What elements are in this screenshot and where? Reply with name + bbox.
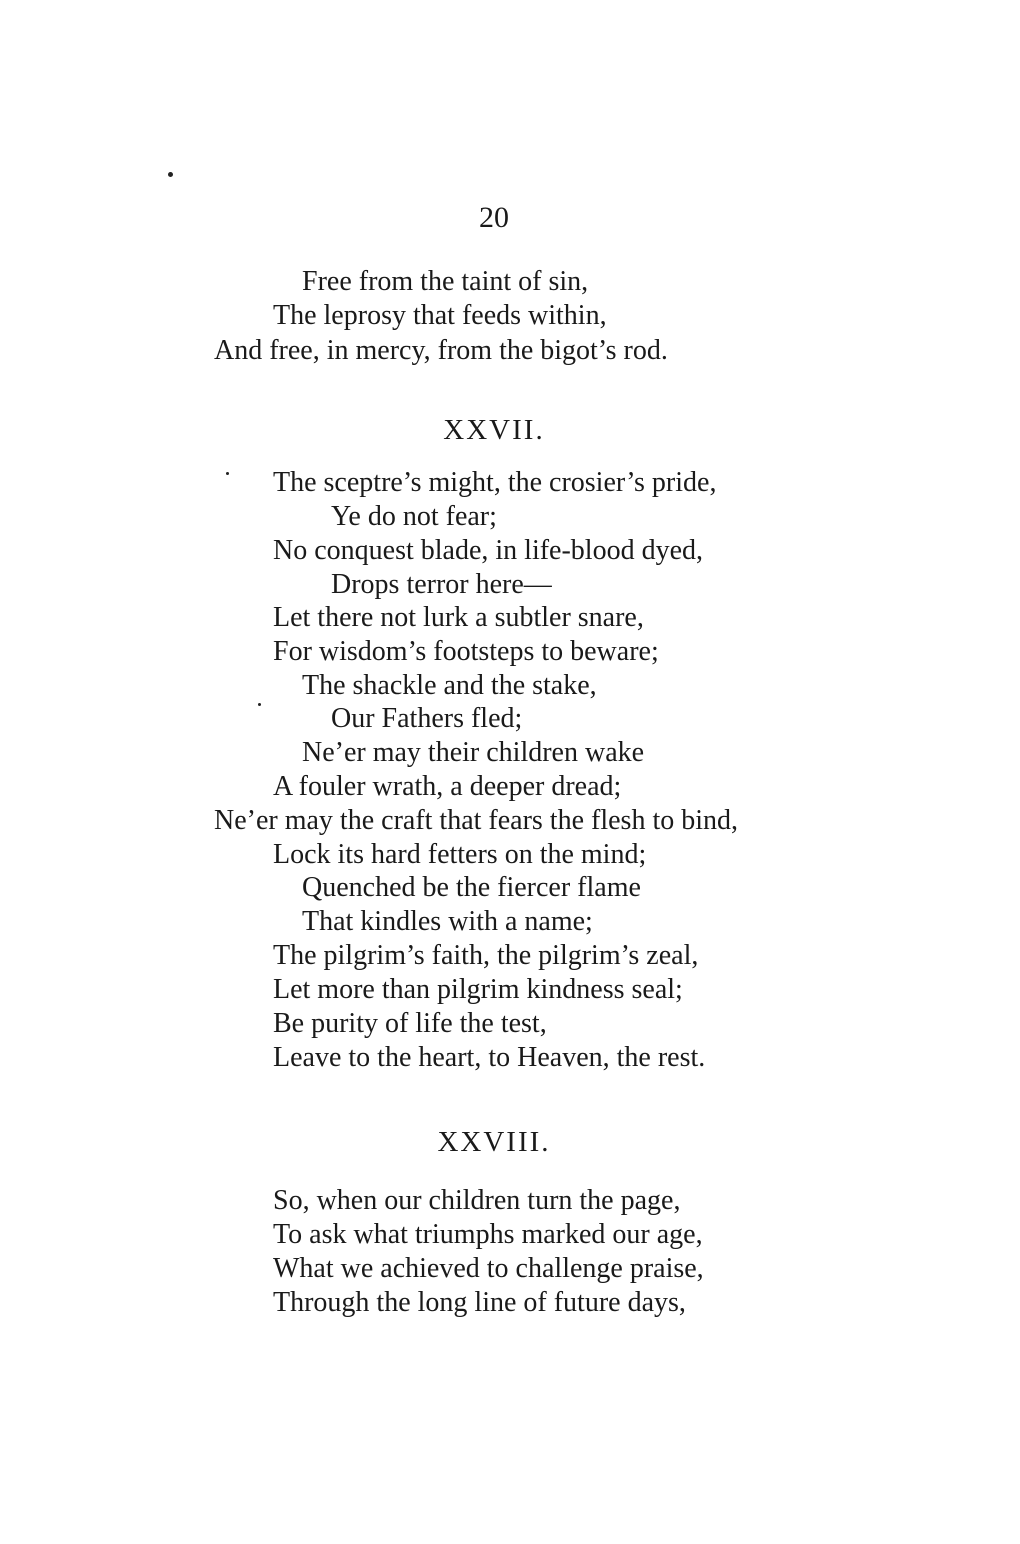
poem-line: The shackle and the stake, [302,670,597,701]
poem-line: The sceptre’s might, the crosier’s pride, [273,467,717,498]
poem-line: Ne’er may their children wake [302,737,645,768]
poem-line: Be purity of life the test, [273,1008,547,1039]
stanza-heading-xxvii: XXVII. [443,414,545,446]
poem-line: The pilgrim’s faith, the pilgrim’s zeal, [273,940,699,971]
ink-speck [258,703,261,706]
poem-line: Drops terror here— [331,569,552,600]
poem-line: To ask what triumphs marked our age, [273,1219,703,1250]
poem-line: What we achieved to challenge praise, [273,1253,704,1284]
poem-line: Free from the taint of sin, [302,266,589,297]
ink-speck [168,172,173,177]
poem-line: Ne’er may the craft that fears the flesh to bind, [214,805,739,836]
poem-line: So, when our children turn the page, [273,1185,681,1216]
poem-line: And free, in mercy, from the bigot’s rod. [214,335,668,366]
ink-speck [226,472,229,475]
poem-line: Quenched be the fiercer flame [302,872,641,903]
poem-line: No conquest blade, in life-blood dyed, [273,535,704,566]
page-number: 20 [479,201,509,234]
poem-line: For wisdom’s footsteps to beware; [273,636,659,667]
poem-line: Leave to the heart, to Heaven, the rest. [273,1042,706,1073]
poem-line: Our Fathers fled; [331,703,523,734]
poem-line: The leprosy that feeds within, [273,300,607,331]
poem-line: A fouler wrath, a deeper dread; [273,771,622,802]
stanza-heading-xxviii: XXVIII. [437,1126,551,1158]
poem-line: Let more than pilgrim kindness seal; [273,974,683,1005]
poem-line: That kindles with a name; [302,906,593,937]
poem-line: Through the long line of future days, [273,1287,686,1318]
poem-line: Let there not lurk a subtler snare, [273,602,644,633]
poem-line: Ye do not fear; [331,501,497,532]
poem-line: Lock its hard fetters on the mind; [273,839,647,870]
